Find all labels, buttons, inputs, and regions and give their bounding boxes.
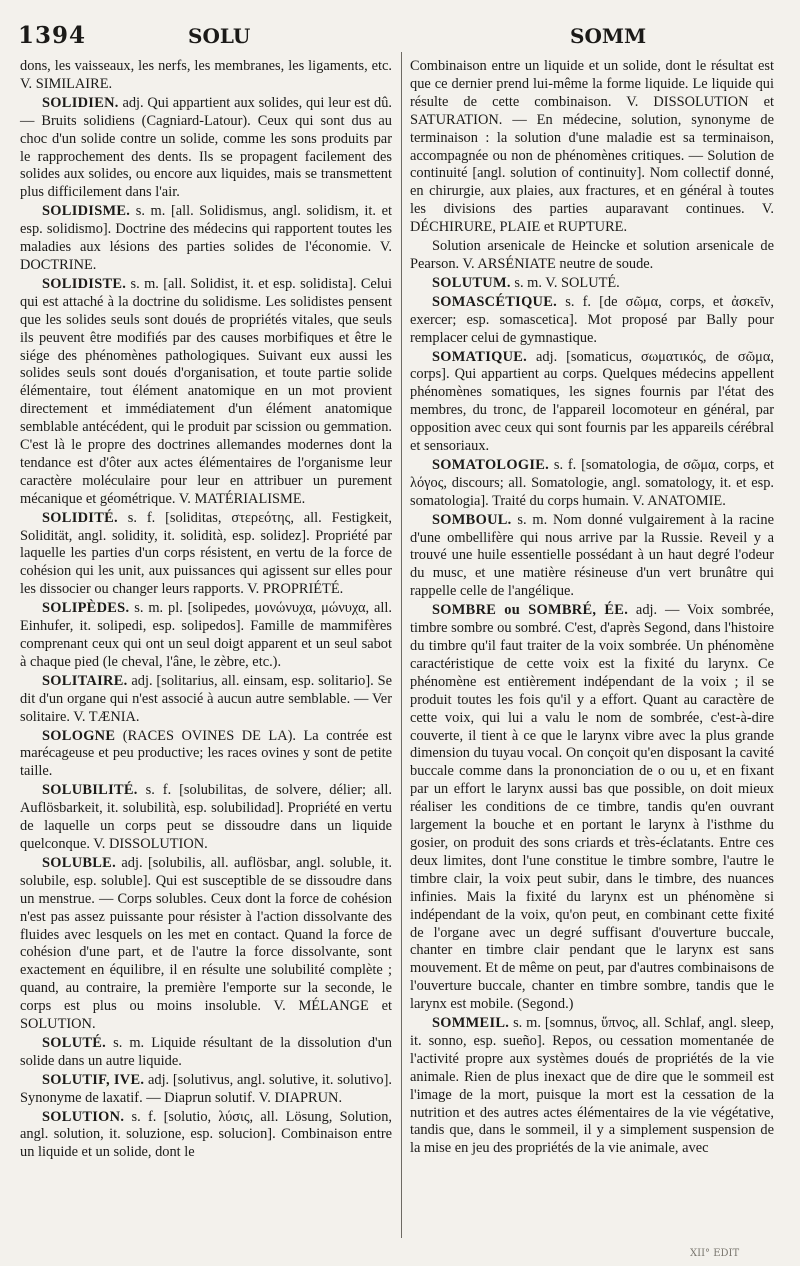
dictionary-entry bbox=[410, 512, 774, 602]
entry-text: adj. [somaticus, σωματικός, de σῶμα, corps]. Qui appartient au corps. Quelques médecins appellent phénomènes somatiques, les signes fournis par l'état des membres, du tronc, de l'appareil locomoteur en général, par opposition avec ceux qui sont fournis par les appareils cérébral et sensoriaux. bbox=[410, 348, 774, 455]
entry-headword: SOLIDISTE. bbox=[42, 275, 127, 292]
dictionary-entry bbox=[20, 276, 392, 509]
entry-text: s. m. [somnus, ὕπνος, all. Schlaf, angl. sleep, it. sonno, esp. sueño]. Repos, ou cessation momentanée de l'activité propre aux systèmes doués de propriétés de la vie animale. Rien de plus inexact que de dire que le sommeil est l'image de la mort, puisque la mort est la cessation de la nutrition et des autres actes élémentaires de la vie végétative, tandis que, dans le sommeil, il y a simplement suspension de la mise en jeu des propriétés de la vie animale, avec bbox=[410, 1015, 774, 1157]
entry-headword: SOMASCÉTIQUE. bbox=[432, 293, 558, 310]
right-column bbox=[410, 58, 774, 1159]
dictionary-entry bbox=[20, 510, 392, 600]
entry-headword: SOMBRE ou SOMBRÉ, ÉE. bbox=[432, 602, 629, 619]
entry-text: s. f. [de σῶμα, corps, et ἀσκεῖν, exercer; esp. somascetica]. Mot proposé par Bally pour remplacer celui de gymnastique. bbox=[410, 293, 774, 346]
entry-headword: SOLIDISME. bbox=[42, 203, 131, 220]
entry-headword: SOLIDIEN. bbox=[42, 94, 119, 111]
entry-text: adj. [solitarius, all. einsam, esp. solitario]. Se dit d'un organe qui n'est associé à aucun autre semblable. — Ver solitaire. V. TÆNIA. bbox=[20, 672, 392, 725]
entry-headword: SOLIDITÉ. bbox=[42, 509, 118, 526]
entry-text: adj. [solubilis, all. auflösbar, angl. soluble, it. solubile, esp. soluble]. Qui est susceptible de se dissoudre dans un menstrue. — Corps solubles. Ceux dont la force de cohésion n'est pas assez puissante pour résister à l'action dissolvante des fluides avec lesquels on les met en contact. Quand la force de cohésion d'une part, et de l'autre la force dissolvante, sont exactement en équilibre, il en résulte une solubilité complète ; quand, au contraire, la première l'emporte sur la seconde, le corps est plus ou moins insoluble. V. MÉLANGE et SOLUTION. bbox=[20, 854, 392, 1033]
dictionary-entry bbox=[20, 1109, 392, 1163]
left-running-head: SOLU bbox=[188, 24, 251, 48]
dictionary-entry bbox=[410, 457, 774, 511]
entry-text: s. m. Liquide résultant de la dissolution d'un solide dans un autre liquide. bbox=[20, 1034, 392, 1069]
entry-text: s. m. V. SOLUTÉ. bbox=[510, 274, 620, 291]
dictionary-entry bbox=[410, 1015, 774, 1158]
entry-headword: SOLUTÉ. bbox=[42, 1034, 107, 1051]
entry-text: dons, les vaisseaux, les nerfs, les membranes, les ligaments, etc. V. SIMILAIRE. bbox=[20, 58, 392, 92]
dictionary-entry bbox=[410, 349, 774, 456]
page-number: 1394 bbox=[18, 22, 87, 49]
entry-text: s. f. [solutio, λύσις, all. Lösung, Solution, angl. solution, it. soluzione, esp. solucion]. Combinaison entre un liquide et un solide, dont le bbox=[20, 1108, 392, 1161]
dictionary-entry bbox=[20, 673, 392, 727]
entry-text: adj. — Voix sombrée, timbre sombre ou sombré. C'est, d'après Segond, dans l'histoire du timbre qu'il faut traiter de la voix sombrée. Un phénomène caractéristique de cette voix est la fixité du larynx. Ce phénomène est entièrement indépendant de la voix ; il se produit toutes les fois qu'il y a effort. Quant au caractère de cette voix, qui lui a valu le nom de sombrée, c'est-à-dire couverte, il tient à ce que le larynx vibre avec la plus grande dimension du tuyau vocal. On conçoit qu'en disposant la cavité buccale comme dans la prononciation de o ou u, et en fixant par un effort le larynx aussi bas que possible, on doit mieux réaliser les conditions de ce timbre, tandis qu'en ouvrant largement la bouche et en portant le larynx à l'isthme du gosier, on produit des sons criards et très-éclatants. Entre ces deux limites, dont l'une constitue le timbre sombre, l'autre le timbre clair, la voix peut subir, dans le timbre, des nuances infinies. Mais la fixité du larynx est un phénomène si indépendant de la voix, qu'on peut, en combinant cette fixité de l'organe avec un degré suffisant d'ouverture buccale, chanter en timbre clair pendant que le larynx est sans mouvement. Et de même on peut, par d'autres combinaisons de l'ouverture buccale, chanter en timbre sombre, tandis que le larynx est mobile. (Segond.) bbox=[410, 602, 774, 1013]
page-header bbox=[0, 0, 800, 56]
dictionary-entry bbox=[20, 203, 392, 275]
dictionary-entry bbox=[20, 95, 392, 202]
entry-text: s. f. [somatologia, de σῶμα, corps, et λόγος, discours; all. Somatologie, angl. somatology, it. et esp. somatologia]. Traité du corps humain. V. ANATOMIE. bbox=[410, 456, 774, 509]
dictionary-entry bbox=[20, 1072, 392, 1108]
entry-text: s. m. Nom donné vulgairement à la racine d'une ombellifère qui nous arrive par la Russie. Reveil y a trouvé une huile essentielle possédant à un haut degré l'odeur du musc, et une matière résineuse d'un vert brunâtre qui rappelle celle de l'angélique. bbox=[410, 511, 774, 600]
dictionary-entry bbox=[410, 58, 774, 237]
right-running-head: SOMM bbox=[570, 24, 647, 48]
entry-headword: SOMMEIL. bbox=[432, 1015, 510, 1032]
entry-headword: SOLUTION. bbox=[42, 1108, 125, 1125]
entry-text: s. m. pl. [solipedes, μονώνυχα, μώνυχα, all. Einhufer, it. solipedi, esp. solipedos]. Famille de mammifères comprenant ceux qui ont un seul doigt apparent et un seul sabot à chaque pied (le cheval, l'âne, le zèbre, etc.). bbox=[20, 600, 392, 670]
entry-headword: SOLITAIRE. bbox=[42, 672, 128, 689]
entry-text: Combinaison entre un liquide et un solide, dont le résultat est que ce dernier prend lui-même la forme liquide. Le liquide qui résulte de cette combinaison. V. DISSOLUTION et SATURATION. — En médecine, solution, synonyme de terminaison : la solution d'une maladie est sa terminaison, accompagnée ou non de phénomènes critiques. — Solution de continuité [angl. solution of continuity]. Nom collectif donné, en chirurgie, aux plaies, aux fractures, et en général à toutes les divisions des parties auparavant continues. V. DÉCHIRURE, PLAIE et RUPTURE. bbox=[410, 58, 774, 236]
dictionary-entry bbox=[20, 600, 392, 672]
entry-headword: SOLOGNE bbox=[42, 727, 116, 744]
entry-headword: SOLUBILITÉ. bbox=[42, 782, 138, 799]
left-column bbox=[20, 58, 392, 1163]
dictionary-entry bbox=[20, 1035, 392, 1071]
entry-text: (RACES OVINES DE LA). La contrée est marécageuse et peu productive; les races ovines y sont de petite taille. bbox=[20, 727, 392, 780]
entry-headword: SOMATOLOGIE. bbox=[432, 456, 550, 473]
entry-headword: SOMBOUL. bbox=[432, 511, 512, 528]
entry-headword: SOLUTIF, IVE. bbox=[42, 1071, 145, 1088]
entry-text: s. m. [all. Solidismus, angl. solidism, it. et esp. solidismo]. Doctrine des médecins qui rapportent toutes les maladies aux lésions des parties solides de l'économie. V. DOCTRINE. bbox=[20, 203, 392, 273]
dictionary-entry bbox=[410, 238, 774, 274]
dictionary-entry bbox=[20, 782, 392, 854]
entry-text: s. m. [all. Solidist, it. et esp. solidista]. Celui qui est attaché à la doctrine du solidisme. Les solidistes pensent que les solides seuls sont doués de propriétés vitales, que seuls ils peuvent être modifiés par des causes morbifiques et être le siége des phénomènes pathologiques. Suivant eux aussi les solides seuls sont doués d'organisation, et toute partie solide élémentaire, tout élément anatomique en un mot provient directement et immédiatement d'un élément anatomique semblable antécédent, qui le produit par scission ou gemmation. C'est là le propre des doctrines allemandes modernes dont la tendance est d'ôter aux actes élémentaires de l'organisme leur caractère moléculaire pour leur en attribuer un purement mécanique et géométrique. V. MATÉRIALISME. bbox=[20, 275, 392, 507]
dictionary-entry bbox=[20, 58, 392, 94]
dictionary-entry bbox=[410, 275, 774, 293]
footer-mark: XII° EDIT bbox=[690, 1248, 740, 1259]
dictionary-entry bbox=[410, 294, 774, 348]
column-divider bbox=[401, 52, 402, 1238]
entry-text: s. f. [solubilitas, de solvere, délier; all. Auflösbarkeit, it. solubilità, esp. solubilidad]. Propriété en vertu de laquelle un corps peut se dissoudre dans un liquide quelconque. V. DISSOLUTION. bbox=[20, 782, 392, 852]
entry-headword: SOLUTUM. bbox=[432, 274, 511, 291]
entry-text: adj. [solutivus, angl. solutive, it. solutivo]. Synonyme de laxatif. — Diaprun solutif. V. DIAPRUN. bbox=[20, 1071, 393, 1106]
dictionary-entry bbox=[20, 728, 392, 782]
entry-headword: SOLUBLE. bbox=[42, 854, 116, 871]
dictionary-entry bbox=[20, 855, 392, 1034]
entry-headword: SOLIPÈDES. bbox=[42, 600, 130, 617]
entry-text: adj. Qui appartient aux solides, qui leur est dû. — Bruits solidiens (Cagniard-Latour). Ceux qui sont dus au choc d'un solide contre un solide, comme les sons produits par le rapprochement des dents. Ils se propagent facilement des solides aux solides, ou encore aux liquides, mais se transmettent plus difficilement dans l'air. bbox=[20, 94, 392, 201]
entry-headword: SOMATIQUE. bbox=[432, 348, 528, 365]
dictionary-entry bbox=[410, 602, 774, 1014]
entry-text: Solution arsenicale de Heincke et solution arsenicale de Pearson. V. ARSÉNIATE neutre de soude. bbox=[410, 238, 774, 272]
entry-text: s. f. [soliditas, στερεότης, all. Festigkeit, Solidität, angl. solidity, it. solidità, esp. solidez]. Propriété par laquelle les parties d'un corps résistent, en vertu de la force de cohésion qui les unit, aux puissances qui agissent sur elles pour les dissocier ou changer leurs rapports. V. PROPRIÉTÉ. bbox=[20, 509, 392, 598]
